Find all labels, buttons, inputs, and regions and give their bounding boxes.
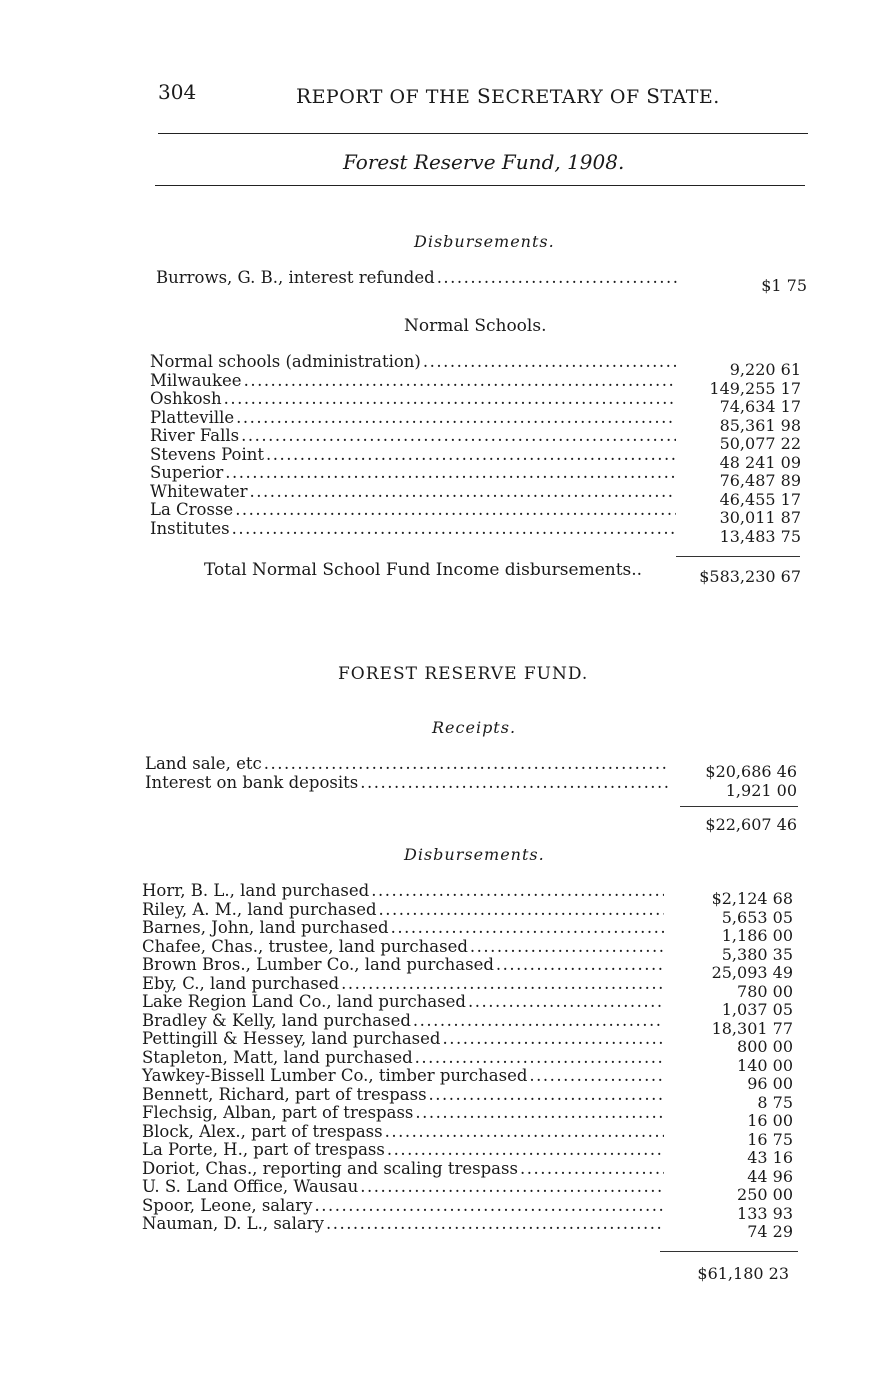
top-rule: [158, 133, 808, 134]
disbursement-row: [142, 1214, 664, 1233]
normal-school-label: Platteville: [150, 407, 235, 427]
normal-school-label: Normal schools (administration): [150, 352, 421, 371]
disbursement-label: Bradley & Kelly, land purchased: [142, 1010, 411, 1030]
disbursement-label: Bennett, Richard, part of trespass: [142, 1084, 427, 1104]
forest-reserve-heading: FOREST RESERVE FUND.: [338, 664, 589, 684]
receipt-row: [145, 773, 668, 792]
disbursements-total: $61,180 23: [697, 1264, 789, 1283]
dot-leader: [470, 937, 664, 956]
first-disbursement-row: [156, 268, 680, 287]
dot-leader: [496, 955, 664, 974]
disbursement-row: [142, 955, 664, 974]
normal-school-amount: 46,455 17: [719, 489, 801, 509]
normal-school-amount: 149,255 17: [709, 378, 801, 398]
disbursement-label: Chafee, Chas., trustee, land purchased: [142, 936, 468, 956]
running-title-part-3: TATE.: [660, 86, 720, 108]
normal-school-amount: 74,634 17: [719, 397, 801, 416]
first-disbursement-label: Burrows, G. B., interest refunded: [156, 268, 435, 287]
normal-total-amount: $583,230 67: [699, 567, 801, 586]
disbursement-row: [142, 918, 664, 937]
receipts-total-rule: [680, 806, 798, 807]
running-title: [296, 84, 720, 108]
disbursement-label: Yawkey-Bissell Lumber Co., timber purchased: [142, 1066, 528, 1085]
receipt-amount: 1,921 00: [725, 780, 797, 800]
disbursement-row: [142, 1066, 664, 1085]
receipt-row: [145, 754, 668, 773]
dot-leader: [423, 352, 676, 371]
disbursement-label: Barnes, John, land purchased: [142, 918, 389, 937]
receipt-label: Land sale, etc: [145, 754, 262, 773]
disbursement-amount: 1,186 00: [721, 926, 793, 945]
disbursement-row: [142, 881, 664, 900]
normal-school-label: Milwaukee: [150, 370, 242, 390]
disbursement-row: [142, 992, 664, 1011]
normal-total-rule: [676, 556, 800, 557]
disbursement-row: [142, 974, 664, 993]
normal-school-label: Superior: [150, 463, 224, 482]
normal-school-row: [150, 463, 676, 482]
normal-school-amount: 76,487 89: [719, 471, 801, 490]
disbursement-label: Stapleton, Matt, land purchased: [142, 1047, 413, 1067]
normal-school-row: [150, 500, 676, 519]
disbursement-amount: 16 00: [747, 1111, 793, 1130]
disbursement-amount: 8 75: [757, 1092, 793, 1112]
disbursement-label: Riley, A. M., land purchased: [142, 899, 377, 919]
dot-leader: [250, 482, 676, 501]
dot-leader: [244, 371, 676, 390]
dot-leader: [529, 1066, 664, 1085]
running-title-initial-2: S: [476, 84, 492, 108]
dot-leader: [387, 1140, 664, 1159]
dot-leader: [415, 1048, 664, 1067]
disbursement-amount: 250 00: [737, 1185, 793, 1204]
normal-school-row: [150, 426, 676, 445]
running-title-initial-1: R: [296, 84, 312, 108]
dot-leader: [224, 389, 676, 408]
disbursement-amount: 96 00: [747, 1074, 793, 1093]
normal-total-label: Total Normal School Fund Income disbursements..: [204, 560, 643, 580]
dot-leader: [379, 900, 664, 919]
dot-leader: [371, 881, 664, 900]
disbursement-amount: 1,037 05: [721, 1000, 793, 1019]
disbursement-label: Doriot, Chas., reporting and scaling trespass: [142, 1158, 518, 1178]
dot-leader: [468, 992, 664, 1011]
disbursement-amount: 5,380 35: [721, 944, 793, 964]
dot-leader: [326, 1214, 664, 1233]
dot-leader: [437, 268, 680, 287]
disbursement-amount: 800 00: [737, 1037, 793, 1056]
dot-leader: [442, 1029, 664, 1048]
normal-school-amount: 85,361 98: [719, 415, 801, 435]
disbursement-row: [142, 1103, 664, 1122]
disbursement-row: [142, 1029, 664, 1048]
normal-school-label: Oshkosh: [150, 389, 222, 408]
dot-leader: [415, 1103, 664, 1122]
normal-school-amount: 48 241 09: [719, 452, 801, 472]
disbursement-label: Spoor, Leone, salary: [142, 1195, 313, 1215]
running-title-initial-3: S: [646, 84, 661, 108]
disbursement-row: [142, 1122, 664, 1141]
normal-school-row: [150, 389, 676, 408]
receipt-amount: $20,686 46: [705, 762, 797, 781]
normal-school-amount: 9,220 61: [729, 360, 801, 379]
normal-school-label: Institutes: [150, 518, 230, 538]
section-title: Forest Reserve Fund, 1908.: [343, 150, 625, 174]
disbursement-label: Pettingill & Hessey, land purchased: [142, 1029, 441, 1048]
disbursement-label: U. S. Land Office, Wausau: [142, 1177, 359, 1196]
disbursement-amount: 5,653 05: [721, 907, 793, 927]
disbursement-amount: 16 75: [747, 1129, 793, 1149]
normal-school-amount: 50,077 22: [719, 434, 801, 453]
normal-school-label: Stevens Point: [150, 444, 265, 464]
disbursement-amount: $2,124 68: [711, 889, 793, 908]
disbursement-amount: 74 29: [747, 1222, 793, 1241]
dot-leader: [413, 1011, 664, 1030]
normal-school-label: Whitewater: [150, 481, 248, 501]
disbursement-row: [142, 1196, 664, 1215]
disbursements-heading-2: Disbursements.: [404, 845, 545, 864]
dot-leader: [235, 500, 676, 519]
dot-leader: [264, 754, 668, 773]
page-number: 304: [158, 80, 197, 104]
disbursement-amount: 133 93: [737, 1203, 793, 1223]
disbursement-row: [142, 1011, 664, 1030]
normal-school-amount: 13,483 75: [719, 526, 801, 546]
disbursement-label: Nauman, D. L., salary: [142, 1214, 324, 1233]
dot-leader: [385, 1122, 664, 1141]
normal-school-row: [150, 352, 676, 371]
normal-school-amount: 30,011 87: [719, 508, 801, 527]
dot-leader: [391, 918, 664, 937]
dot-leader: [314, 1196, 664, 1215]
running-title-part-1: EPORT OF THE: [311, 86, 477, 108]
disbursement-row: [142, 1085, 664, 1104]
dot-leader: [341, 974, 664, 993]
dot-leader: [360, 1177, 664, 1196]
disbursement-row: [142, 1048, 664, 1067]
disbursements-total-rule: [660, 1251, 798, 1252]
first-disbursement-amount: $1 75: [761, 276, 807, 295]
dot-leader: [236, 408, 676, 427]
disbursement-label: Flechsig, Alban, part of trespass: [142, 1103, 414, 1122]
disbursement-amount: 44 96: [747, 1166, 793, 1186]
dot-leader: [232, 519, 676, 538]
normal-school-row: [150, 519, 676, 538]
disbursements-heading-1: Disbursements.: [414, 232, 555, 251]
dot-leader: [429, 1085, 664, 1104]
dot-leader: [520, 1159, 664, 1178]
disbursement-row: [142, 1140, 664, 1159]
receipts-heading: Receipts.: [432, 718, 517, 737]
disbursement-label: Horr, B. L., land purchased: [142, 881, 370, 900]
disbursement-row: [142, 1159, 664, 1178]
normal-school-label: River Falls: [150, 426, 240, 445]
normal-school-row: [150, 482, 676, 501]
disbursement-label: La Porte, H., part of trespass: [142, 1140, 385, 1159]
dot-leader: [225, 463, 676, 482]
disbursement-row: [142, 900, 664, 919]
dot-leader: [266, 445, 676, 464]
running-title-part-2: ECRETARY OF: [491, 86, 647, 108]
dot-leader: [241, 426, 676, 445]
dot-leader: [360, 773, 668, 792]
title-bottom-rule: [155, 185, 805, 186]
disbursement-amount: 140 00: [737, 1055, 793, 1075]
normal-school-label: La Crosse: [150, 500, 234, 519]
disbursement-label: Brown Bros., Lumber Co., land purchased: [142, 955, 494, 974]
normal-school-row: [150, 445, 676, 464]
disbursement-amount: 18,301 77: [711, 1018, 793, 1038]
receipts-total: $22,607 46: [705, 815, 797, 834]
disbursement-label: Block, Alex., part of trespass: [142, 1121, 383, 1141]
disbursement-row: [142, 1177, 664, 1196]
disbursement-amount: 25,093 49: [711, 963, 793, 982]
disbursement-amount: 780 00: [737, 981, 793, 1001]
normal-school-row: [150, 408, 676, 427]
disbursement-label: Lake Region Land Co., land purchased: [142, 992, 466, 1011]
disbursement-label: Eby, C., land purchased: [142, 973, 340, 993]
disbursement-row: [142, 937, 664, 956]
disbursement-amount: 43 16: [747, 1148, 793, 1167]
normal-school-row: [150, 371, 676, 390]
normal-schools-heading: Normal Schools.: [404, 316, 547, 336]
receipt-label: Interest on bank deposits: [145, 772, 359, 792]
